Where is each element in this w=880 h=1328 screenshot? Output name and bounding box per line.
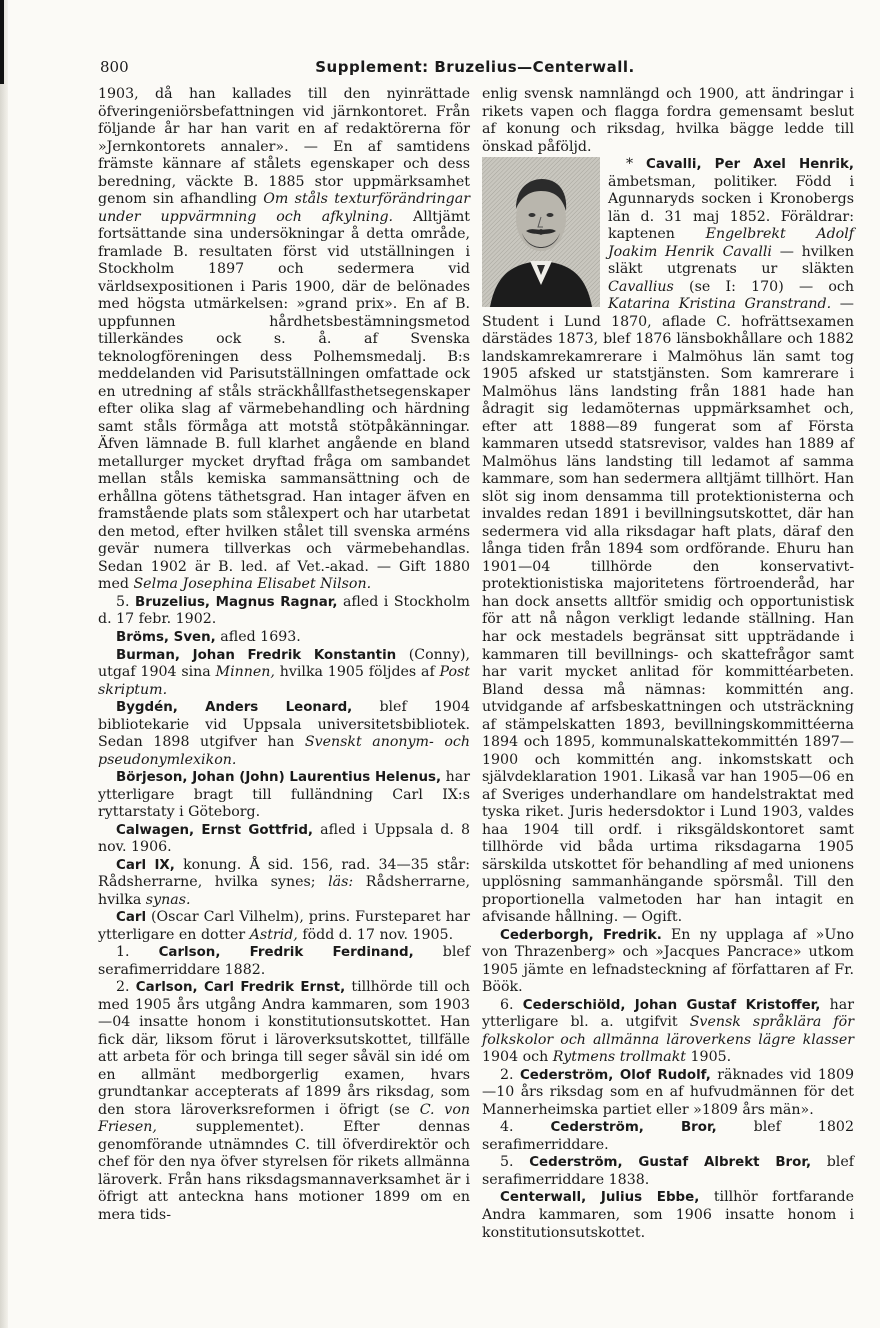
- entry-name: Börjeson, Johan (John) Laurentius Helenus,: [116, 770, 442, 786]
- page-header: [100, 58, 850, 80]
- entry-name: Calwagen, Ernst Gottfrid,: [116, 822, 314, 838]
- entry-broms: [98, 629, 470, 647]
- entry-carlson-fredrik: [98, 944, 470, 979]
- person-name: Engelbrekt Adolf Joakim Henrik Cavalli: [608, 226, 854, 260]
- text: En ny upplaga af »Uno von Thrazenberg» och »Jacques Pancrace» utkom 1905 jämte en lefnadsteckning af författaren af Fr. Böök.: [482, 926, 854, 996]
- text: supplementet). Efter dennas genomförande utnämndes C. till öfverdirektör och chef för den nya öfver styrelsen för rikets allmänna läroverk. Från hans riksdagsmannaverksamhet är i öfrigt att anteckna hans motioner 1899 om en mera tids-: [98, 1119, 470, 1223]
- entry-carlson-carl: [98, 979, 470, 1224]
- entry-name: Cederborgh, Fredrik.: [500, 927, 662, 943]
- work-title: Minnen,: [215, 664, 275, 681]
- right-column: [482, 86, 854, 1242]
- new-entry-mark: *: [626, 156, 647, 173]
- entry-cavalli: [482, 156, 854, 927]
- entry-cederstrom-bror: [482, 1119, 854, 1154]
- entry-bruzelius-magnus: [98, 594, 470, 629]
- work-title: Om ståls texturförändringar under uppvärmning och afkylning.: [98, 191, 470, 225]
- entry-calwagen: [98, 822, 470, 857]
- entry-name: Cavalli, Per Axel Henrik,: [646, 157, 854, 173]
- entry-name: Carl: [116, 910, 147, 926]
- text: hvilka 1905 följdes af: [274, 664, 440, 681]
- entry-number: 2.: [116, 979, 136, 996]
- text: 1904 och: [482, 1049, 553, 1066]
- entry-name: Bröms, Sven,: [116, 629, 216, 645]
- entry-name: Carlson, Fredrik Ferdinand,: [158, 945, 414, 961]
- text: enlig svensk namnlängd och 1900, att ändringar i rikets vapen och flagga fordra gemensamt beslut af konung och riksdag, hvilka bägge ledde till önskad påföljd.: [482, 86, 854, 155]
- text: Rådsherrarne, hvilka: [98, 874, 470, 908]
- entry-name: Burman, Johan Fredrik Konstantin: [116, 647, 397, 663]
- text: — Student i Lund 1870, aflade C. hofrättsexamen därstädes 1873, blef 1876 länsbokhållare och 1882 landskamrekamrerare i Malmöhus län samt tog 1905 afsked ur statstjänsten. Som kamrerare i Malmöhus läns landsting från 1881 hade han ådragit sig ledamöternas uppmärksamhet och, efter att 1888—89 fungerat som af Första kammaren utsedd statsrevisor, valdes han 1889 af Malmöhus läns landsting till ledamot af samma kammare, som han sedermera alltjämt tillhört. Han slöt sig inom densamma till protektionisterna och invaldes redan 1891 i bevillningsutskottet, där han sedermera vid alla riksdagar haft plats, däraf den långa tiden från 1894 som ordförande. Ehuru han 1901—04 tillhörde den konservativt-protektionistiska majoritetens förtroenderåd, har han dock ansetts alltför smidig och opportunistisk för att nå någon verkligt ledande ställning. Han har ock mestadels begränsat sitt uppträdande i kammaren till bevillnings- och skattefrågor samt har varit mycket anlitad för kommittéarbeten. Bland dessa må nämnas: kommittén ang. utvidgande af arfsbeskattningen och utsträckning af stämpelskatten 1893, bevillningskommittéerna 1894 och 1895, kommunalskattekommittén 1897—1900 och kommittén ang. inkomstskatt och självdeklaration 1901. Likaså var han 1905—06 en af Sveriges underhandlare om handelstraktat med tyska riket. Juris hedersdoktor i Lund 1903, valdes haa 1904 till ordf. i riksgäldskontoret samt tillhörde vid båda urtima riksdagarna 1905 särskilda utskottet för behandling af med unionens upplösning sammanhängande spörsmål. Till den proportionella valmetoden har han intagit en afvisande hållning. — Ogift.: [482, 296, 854, 926]
- entry-carl-ix: [98, 857, 470, 910]
- entry-cederborgh: [482, 927, 854, 997]
- carlson-continuation: [482, 86, 854, 156]
- entry-number: 5.: [116, 593, 136, 610]
- binding-edge: [0, 0, 8, 1328]
- work-title: Svenskt anonym- och pseudonymlexikon.: [98, 734, 471, 768]
- text: 1903, då han kallades till den nyinrättade öfveringeniörsbefattningen vid järnkontoret. Från följande år har han varit en af redaktörerna för »Jernkontorets annaler». — En af samtidens främste kännare af stålets egenskaper och dess beredning, väckte B. 1885 stor uppmärksamhet genom sin afhandling: [98, 86, 470, 208]
- entry-name: Carlson, Carl Fredrik Ernst,: [135, 980, 346, 996]
- cavalli-portrait: [482, 157, 600, 307]
- work-title: Rytmens trollmakt: [552, 1049, 687, 1066]
- text: (Conny), utgaf 1904 sina: [98, 646, 470, 681]
- running-title: Supplement: Bruzelius—Centerwall.: [315, 58, 635, 76]
- text: född d. 17 nov. 1905.: [297, 926, 454, 943]
- entry-number: 1.: [116, 944, 159, 961]
- entry-cederschiold: [482, 997, 854, 1067]
- person-name: Katarina Kristina Granstrand.: [608, 296, 832, 313]
- entry-cederstrom-gustaf: [482, 1154, 854, 1189]
- correction-word: synas.: [145, 891, 191, 908]
- entry-number: 4.: [500, 1119, 551, 1136]
- text: blef 1904 bibliotekarie vid Uppsala universitetsbibliotek. Sedan 1898 utgifver han: [98, 699, 470, 751]
- entry-name: Cederström, Gustaf Albrekt Bror,: [529, 1155, 812, 1171]
- margin-mark: [0, 0, 4, 84]
- text: afled i Stockholm d. 17 febr. 1902.: [98, 593, 470, 628]
- entry-bygden: [98, 699, 470, 769]
- cross-reference: C. von Friesen,: [98, 1101, 470, 1136]
- text: konung. Å sid. 156, rad. 34—35 står: Rådsherrarne, hvilka synes;: [98, 856, 470, 891]
- text: afled 1693.: [215, 628, 301, 645]
- text: ämbetsman, politiker. Född i Agunnaryds socken i Kronobergs län d. 31 maj 1852. Föräldrar: kaptenen: [608, 173, 854, 243]
- entry-number: 6.: [500, 996, 523, 1013]
- bruzelius-continuation: [98, 86, 470, 594]
- text: (se I: 170) — och: [673, 278, 854, 295]
- text: blef serafimerriddare 1838.: [482, 1154, 854, 1188]
- entry-name: Cederström, Bror,: [550, 1120, 717, 1136]
- text: tillhörde till och med 1905 års utgång Andra kammaren, som 1903—04 insatte honom i konstitutionsutskottet. Han fick där, liksom förut i läroverksutskottet, tillfälle att arbeta för och bringa till seger såväl sin idé om en allmänt medborgerlig examen, hvars grundtankar accepterats af 1899 års riksdag, som den stora läroverksreformen i öfrigt (se: [98, 979, 470, 1118]
- text: — hvilken släkt utgrenats ur släkten: [608, 243, 854, 278]
- entry-cederstrom-olof: [482, 1067, 854, 1120]
- person-name: Astrid,: [249, 926, 298, 943]
- spouse-name: Selma Josephina Elisabet Nilson.: [133, 576, 372, 593]
- entry-name: Centerwall, Julius Ebbe,: [500, 1190, 700, 1206]
- entry-name: Cederschiöld, Johan Gustaf Kristoffer,: [522, 997, 821, 1013]
- left-column: [98, 86, 470, 1225]
- text: Alltjämt fortsättande sina undersökningar å detta område, framlade B. resultaten först vid utställningen i Stockholm 1897 och sedermera vid världsexpositionen i Paris 1900, där de belönades med högsta utmärkelsen: »grand prix». En af B. uppfunnen hårdhetsbestämningsmetod tillerkändes ock s. å. af Svenska teknologföreningen dess Polhemsmedalj. B:s meddelanden vid Parisutställningen omfattade ock en utredning af ståls sträckhållfasthetsegenskaper efter olika slag af värmebehandling och härdning samt ståls förmåga att motstå stötpåkänningar. Äfven lämnade B. full klarhet angående en bland metallurger mycket dryftad fråga om sambandet mellan ståls kemiska sammansättning och de erhållna götens täthetsgrad. Han intager äfven en framstående plats som stålexpert och har utarbetat den metod, efter hvilken stålet till svenska arméns gevär numera tillverkas och värmebehandlas. Sedan 1902 är B. led. af Vet.-akad. — Gift 1880 med: [98, 208, 471, 593]
- entry-carl-prince: [98, 909, 470, 944]
- text: blef 1802 serafimerriddare.: [482, 1119, 854, 1153]
- text: blef serafimerriddare 1882.: [98, 944, 471, 978]
- entry-name: Bygdén, Anders Leonard,: [116, 700, 353, 716]
- entry-name: Carl IX,: [116, 857, 175, 873]
- entry-number: 2.: [500, 1066, 520, 1083]
- family-name: Cavallius: [608, 278, 674, 295]
- text: har ytterligare bl. a. utgifvit: [482, 996, 855, 1031]
- text: (Oscar Carl Vilhelm), prins. Fursteparet har ytterligare en dotter: [98, 909, 470, 943]
- work-title: Post skriptum.: [98, 664, 470, 698]
- text: 1905.: [686, 1049, 732, 1066]
- text: har ytterligare bragt till fulländning Carl IX:s ryttarstaty i Göteborg.: [98, 769, 470, 821]
- work-title: Svensk språklära för folkskolor och allmänna läroverkens lägre klasser: [482, 1014, 854, 1048]
- text: räknades vid 1809—10 års riksdag som en af hufvudmännen för det Mannerheimska partiet eller »1809 års män».: [482, 1066, 855, 1118]
- page-number: 800: [100, 58, 129, 76]
- entry-centerwall: [482, 1189, 854, 1242]
- entry-number: 5.: [500, 1154, 530, 1171]
- entry-burman: [98, 647, 470, 700]
- text: tillhör fortfarande Andra kammaren, som 1906 insatte honom i konstitutionsutskottet.: [482, 1189, 854, 1241]
- correction-label: läs:: [328, 874, 354, 891]
- entry-name: Bruzelius, Magnus Ragnar,: [135, 594, 338, 610]
- entry-borjeson: [98, 769, 470, 822]
- text: afled i Uppsala d. 8 nov. 1906.: [98, 821, 471, 856]
- entry-name: Cederström, Olof Rudolf,: [519, 1067, 711, 1083]
